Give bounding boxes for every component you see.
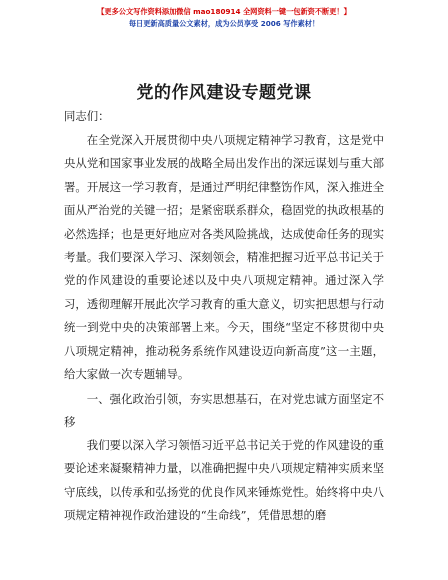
promo-banner-line-2: 每日更新高质量公文素材，成为公员享受 2006 写作素材！ xyxy=(128,19,320,28)
body-paragraph-1: 在全党深入开展贯彻中央八项规定精神学习教育，这是党中央从党和国家事业发展的战略全局出发作出的深远谋划与重大部署。开展这一学习教育，是通过严明纪律整饬作风，深入推进全面从严治党的关键一招；是紧密联系群众，稳固党的执政根基的必然选择；也是更好地应对各类风险挑战，达成使命任务的现实考量。我们要深入学习、深刻领会，精准把握习近平总书记关于党的作风建设的重要论述以及中央八项规定精神。通过深入学习，透彻理解开展此次学习教育的重大意义，切实把思想与行动统一到党中央的决策部署上来。今天，围绕“坚定不移贯彻中央八项规定精神，推动税务系统作风建设迈向新高度”这一主题，给大家做一次专题辅导。 xyxy=(64,133,384,382)
section-heading-1: 一、强化政治引领，夯实思想基石，在对党忠诚方面坚定不移 xyxy=(64,392,384,430)
salutation: 同志们： xyxy=(64,109,110,123)
body-paragraph-2: 我们要以深入学习领悟习近平总书记关于党的作风建设的重要论述来凝聚精神力量，以准确把握中央八项规定精神实质来坚守底线，以传承和弘扬党的优良作风来锤炼党性。始终将中央八项规定精神视作政治建设的“生命线”，凭借思想的磨 xyxy=(64,438,384,523)
promo-banner-line-1: 【更多公文写作资料添加微信 mao180914 全网资料一键一包新资不断更！】 xyxy=(97,7,351,16)
document-title: 党的作风建设专题党课 xyxy=(136,83,312,103)
promo-banner xyxy=(0,6,448,30)
